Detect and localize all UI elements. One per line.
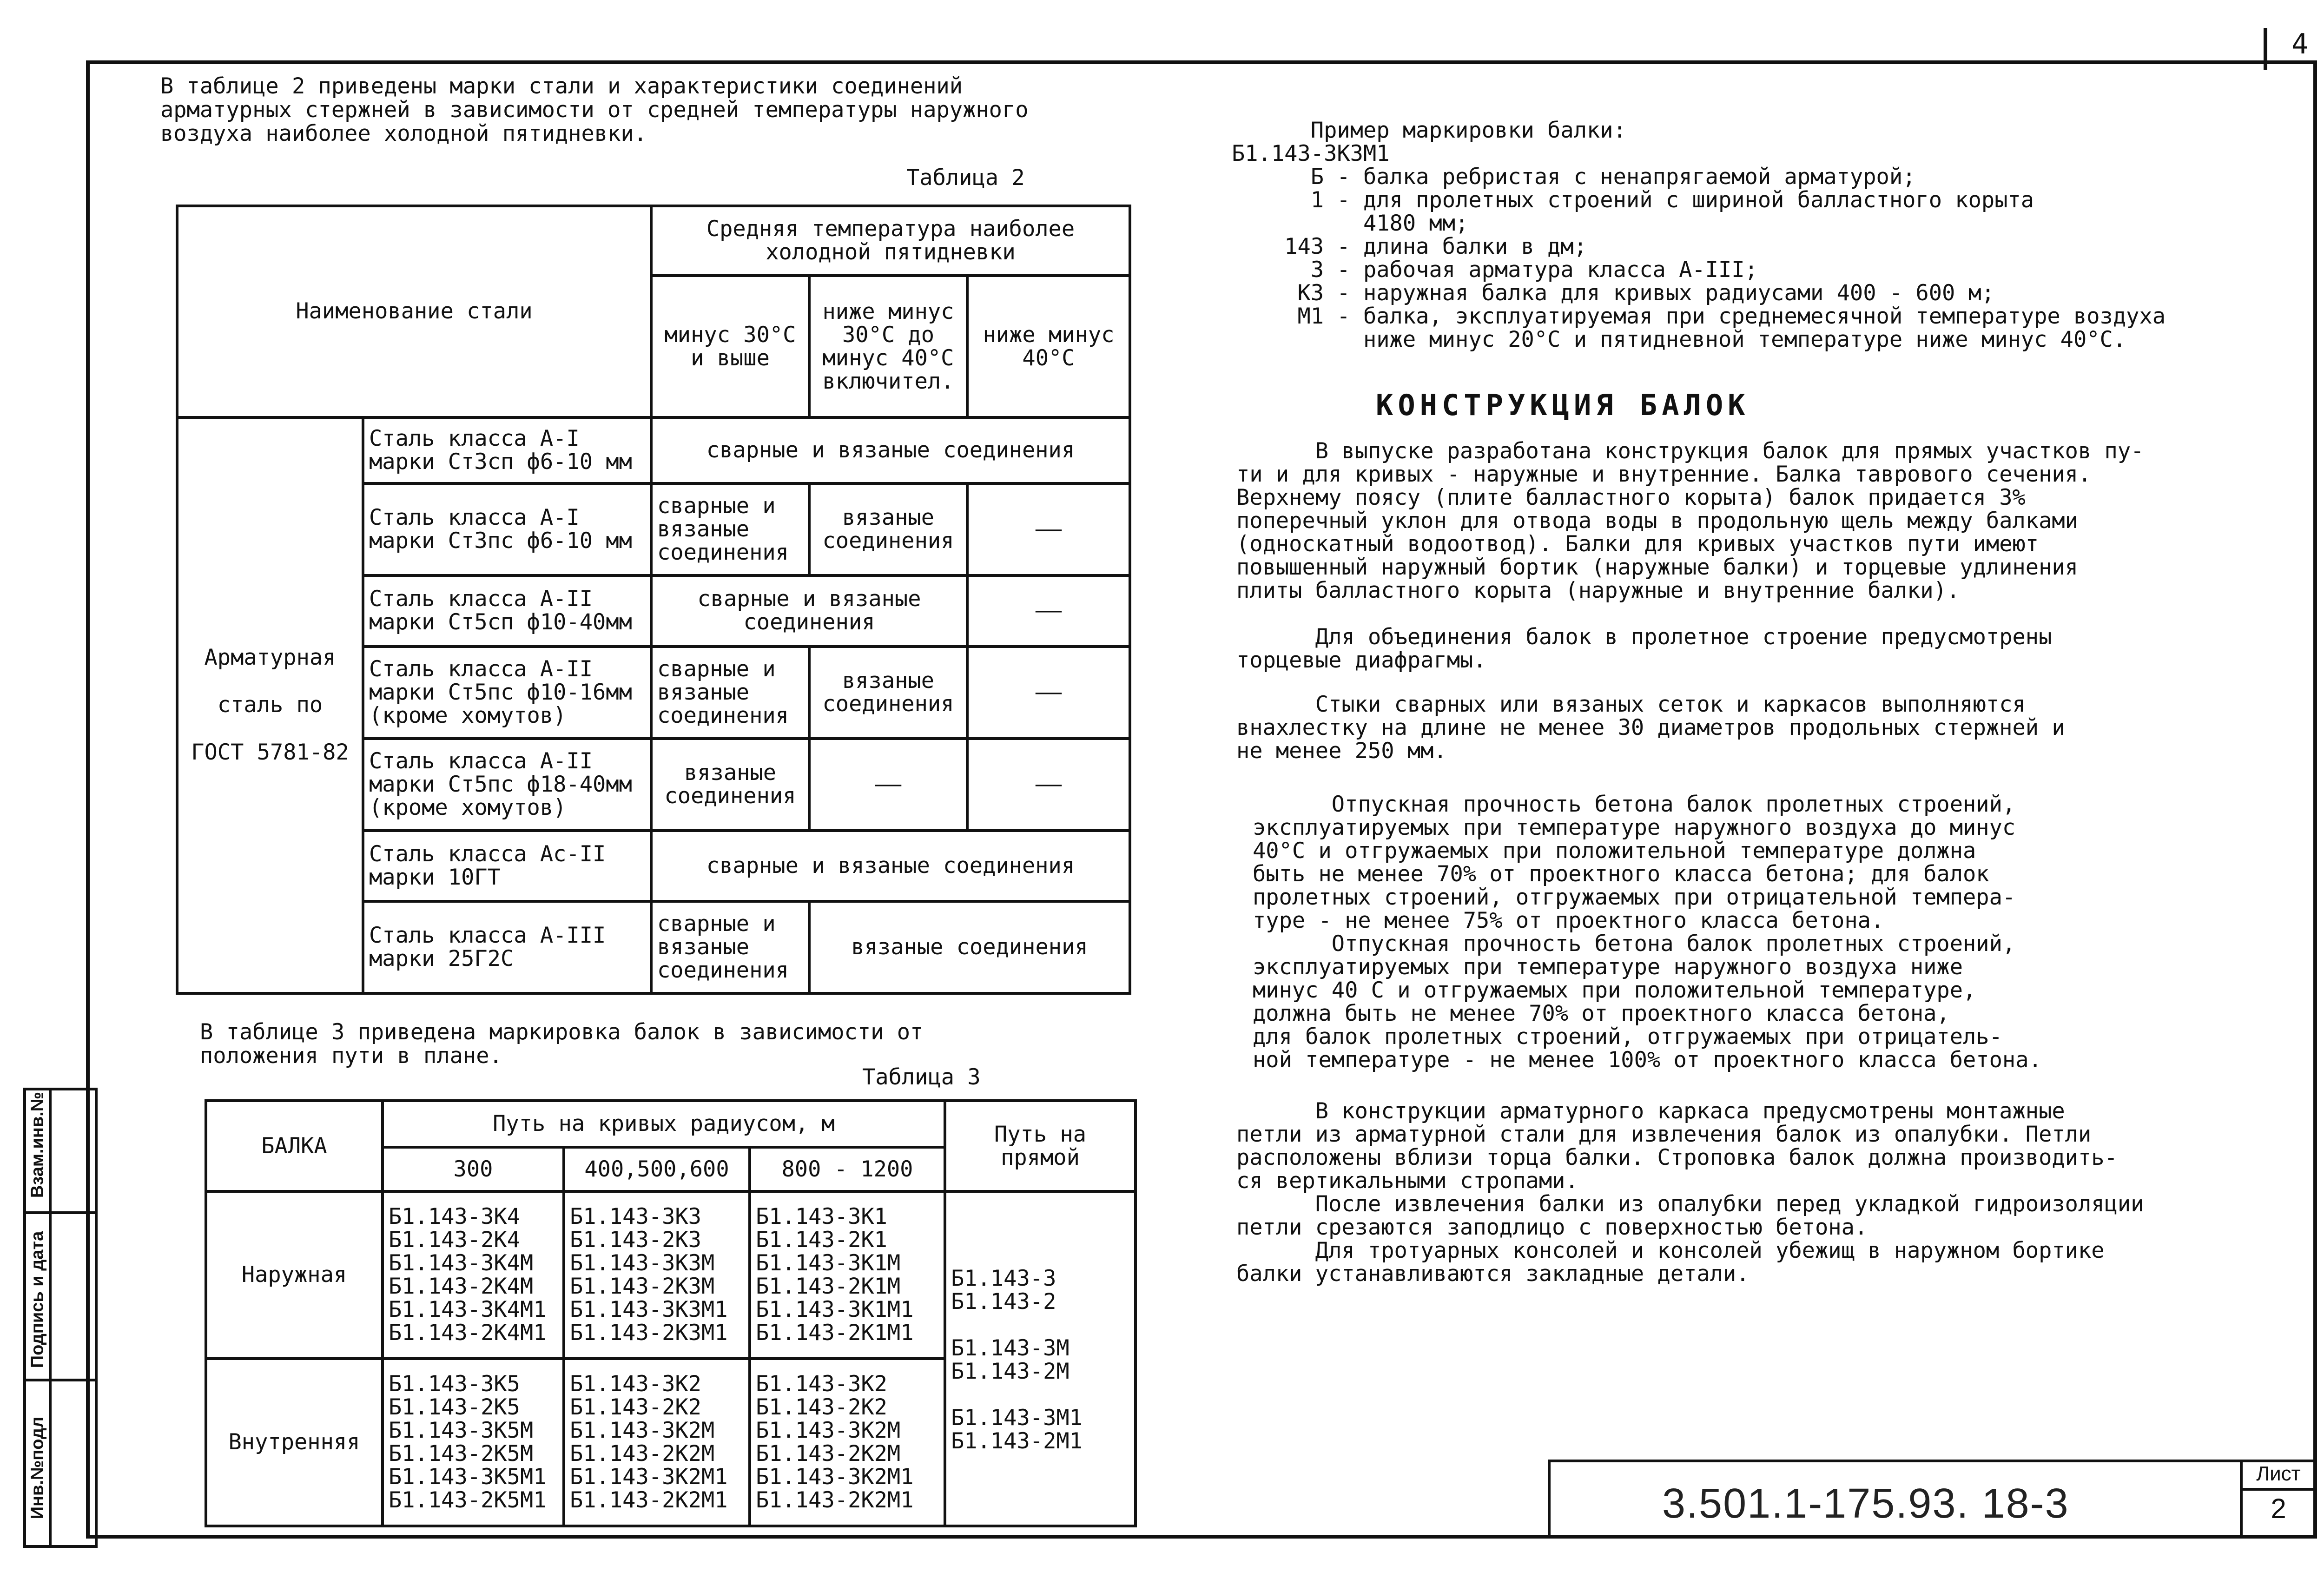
section-p1-line-1: В выпуске разработана конструкция балок для прямых участков пу-: [1236, 438, 2144, 464]
marking-line-6: 143 - длина балки в дм;: [1232, 234, 1587, 259]
side-strip-col-left: [26, 1090, 52, 1545]
mid-line-2: положения пути в плане.: [200, 1043, 502, 1069]
table2-row6-name: Сталь класса Ас-II марки 10ГТ: [363, 831, 651, 901]
frame-right-border: [2313, 60, 2317, 1539]
intro-line-1: В таблице 2 приведены марки стали и характеристики соединений: [160, 73, 963, 99]
sheet-box: [2240, 1462, 2314, 1536]
side-strip-divider-1: [26, 1211, 95, 1214]
section-p5-line-6: петли срезаются заподлицо с поверхностью бетона.: [1236, 1215, 1868, 1240]
marking-line-4: 1 - для пролетных строений с шириной балластного корыта: [1232, 187, 2034, 213]
table3-header-r1: 300: [383, 1147, 564, 1191]
table2-row7-c1: сварные и вязаные соединения: [651, 901, 809, 993]
corner-tick: [2264, 28, 2267, 70]
document-code: 3.501.1-175.93. 18-3: [1662, 1480, 2069, 1527]
table2-row5-c3: ——: [967, 739, 1130, 831]
corner-number: 4: [2291, 28, 2309, 60]
marking-line-10: ниже минус 20°С и пятидневной температуре ниже минус 40°С.: [1232, 327, 2126, 352]
section-heading: КОНСТРУКЦИЯ БАЛОК: [1376, 388, 1750, 422]
section-p3-line-3: не менее 250 мм.: [1236, 738, 1447, 764]
table3-straight: Б1.143-3 Б1.143-2 Б1.143-3М Б1.143-2М Б1.143-3М1 Б1.143-2М1: [945, 1191, 1136, 1526]
section-p4-line-6: туре - не менее 75% от проектного класса бетона.: [1253, 908, 1884, 933]
table2-row5-name: Сталь класса А-II марки Ст5пс ф18-40мм (кроме хомутов): [363, 739, 651, 831]
table3-header-r2: 400,500,600: [564, 1147, 750, 1191]
marking-line-9: М1 - балка, эксплуатируемая при среднемесячной температуре воздуха: [1232, 304, 2166, 329]
table2-row4-c2: вязаные соединения: [809, 647, 967, 739]
table2-row2-c3: ——: [967, 483, 1130, 575]
section-p1-line-4: поперечный уклон для отвода воды в продольную щель между балками: [1236, 508, 2078, 534]
section-p4-line-1: Отпускная прочность бетона балок пролетных строений,: [1253, 792, 2016, 817]
marking-line-2: Б1.143-3К3М1: [1232, 141, 1390, 166]
section-p5-line-5: После извлечения балки из опалубки перед укладкой гидроизоляции: [1236, 1191, 2144, 1217]
table3-outer-label: Наружная: [206, 1191, 383, 1359]
table2-row6-span: сварные и вязаные соединения: [651, 831, 1130, 901]
sheet-label: Лист: [2243, 1462, 2314, 1491]
table3-inner-r3: Б1.143-3К2 Б1.143-2К2 Б1.143-3К2М Б1.143-2К2М Б1.143-3К2М1 Б1.143-2К2М1: [750, 1359, 945, 1526]
table2-row5-c1: вязаные соединения: [651, 739, 809, 831]
table3-header-straight: Путь на прямой: [945, 1101, 1136, 1191]
section-p4-line-7: Отпускная прочность бетона балок пролетных строений,: [1253, 931, 2016, 957]
section-p5-line-7: Для тротуарных консолей и консолей убежищ в наружном бортике: [1236, 1238, 2105, 1263]
marking-line-1: Пример маркировки балки:: [1232, 118, 1626, 143]
table3-outer-r3: Б1.143-3К1 Б1.143-2К1 Б1.143-3К1М Б1.143-2К1М Б1.143-3К1М1 Б1.143-2К1М1: [750, 1191, 945, 1359]
table2-row3-name: Сталь класса А-II марки Ст5сп ф10-40мм: [363, 575, 651, 646]
marking-line-5: 4180 мм;: [1232, 211, 1469, 236]
section-p2-line-2: торцевые диафрагмы.: [1236, 647, 1486, 673]
table2-row7-span23: вязаные соединения: [809, 901, 1130, 993]
side-strip-divider-2: [26, 1379, 95, 1381]
section-p3-line-1: Стыки сварных или вязаных сеток и каркасов выполняются: [1236, 692, 2026, 717]
section-p5-line-2: петли из арматурной стали для извлечения балок из опалубки. Петли: [1236, 1122, 2092, 1147]
section-p1-line-5: (односкатный водоотвод). Балки для кривых участков пути имеют: [1236, 531, 2039, 557]
sheet-number: 2: [2271, 1493, 2286, 1524]
intro-line-3: воздуха наиболее холодной пятидневки.: [160, 121, 647, 146]
table2-header-avg-temp: Средняя температура наиболее холодной пятидневки: [651, 206, 1130, 276]
table2-row1-span: сварные и вязаные соединения: [651, 417, 1130, 483]
table2-header-col2: ниже минус 30°С до минус 40°С включител.: [809, 276, 967, 417]
table3-header-r3: 800 - 1200: [750, 1147, 945, 1191]
frame-top-border: [86, 60, 2317, 64]
section-p2-line-1: Для объединения балок в пролетное строение предусмотрены: [1236, 624, 2052, 650]
section-p1-line-6: повышенный наружный бортик (наружные балки) и торцевые удлинения: [1236, 555, 2078, 580]
section-p5-line-1: В конструкции арматурного каркаса предусмотрены монтажные: [1236, 1098, 2065, 1124]
table2-row7-name: Сталь класса А-III марки 25Г2С: [363, 901, 651, 993]
table2-group-label: Арматурная сталь по ГОСТ 5781-82: [177, 417, 363, 993]
table3-inner-r2: Б1.143-3К2 Б1.143-2К2 Б1.143-3К2М Б1.143-2К2М Б1.143-3К2М1 Б1.143-2К2М1: [564, 1359, 750, 1526]
section-p5-line-4: ся вертикальными стропами.: [1236, 1168, 1578, 1194]
marking-line-3: Б - балка ребристая с ненапрягаемой арматурой;: [1232, 164, 1916, 190]
table3-header-curve: Путь на кривых радиусом, м: [383, 1101, 945, 1147]
side-title-strip: [23, 1088, 98, 1548]
table3-caption: Таблица 3: [862, 1064, 981, 1090]
section-p4-line-4: быть не менее 70% от проектного класса бетона; для балок: [1253, 861, 1989, 887]
table2-row2-c1: сварные и вязаные соединения: [651, 483, 809, 575]
section-p4-line-9: минус 40 С и отгружаемых при положительной температуре,: [1253, 978, 1976, 1003]
title-block-stamp: [1548, 1460, 2317, 1539]
table2-row3-span2: сварные и вязаные соединения: [651, 575, 967, 646]
table-3: [205, 1099, 1137, 1527]
section-p4-line-11: для балок пролетных строений, отгружаемых при отрицатель-: [1253, 1024, 2002, 1050]
section-p4-line-2: эксплуатируемых при температуре наружного воздуха до минус: [1253, 815, 2016, 840]
section-p5-line-8: балки устанавливаются закладные детали.: [1236, 1261, 1750, 1287]
section-p4-line-3: 40°С и отгружаемых при положительной температуре должна: [1253, 838, 1976, 864]
side-label-vzam-inv: Взам.инв.№: [27, 1092, 47, 1198]
table2-row4-name: Сталь класса А-II марки Ст5пс ф10-16мм (кроме хомутов): [363, 647, 651, 739]
intro-line-2: арматурных стержней в зависимости от средней температуры наружного: [160, 97, 1029, 123]
table3-header-beam: БАЛКА: [206, 1101, 383, 1191]
table2-header-col1: минус 30°С и выше: [651, 276, 809, 417]
table3-outer-r2: Б1.143-3К3 Б1.143-2К3 Б1.143-3К3М Б1.143-2К3М Б1.143-3К3М1 Б1.143-2К3М1: [564, 1191, 750, 1359]
side-label-signature-date: Подпись и дата: [27, 1231, 47, 1368]
section-p4-line-10: должна быть не менее 70% от проектного класса бетона,: [1253, 1001, 1950, 1026]
table3-outer-r1: Б1.143-3К4 Б1.143-2К4 Б1.143-3К4М Б1.143-2К4М Б1.143-3К4М1 Б1.143-2К4М1: [383, 1191, 564, 1359]
table2-row2-name: Сталь класса А-I марки Ст3пс ф6-10 мм: [363, 483, 651, 575]
section-p1-line-2: ти и для кривых - наружные и внутренние. Балка таврового сечения.: [1236, 462, 2092, 487]
section-p5-line-3: расположены вблизи торца балки. Строповка балок должна производить-: [1236, 1145, 2118, 1170]
table2-row4-c3: ——: [967, 647, 1130, 739]
table2-header-col3: ниже минус 40°С: [967, 276, 1130, 417]
table2-caption: Таблица 2: [906, 165, 1025, 191]
section-p4-line-12: ной температуре - не менее 100% от проектного класса бетона.: [1253, 1047, 2042, 1073]
table3-inner-r1: Б1.143-3К5 Б1.143-2К5 Б1.143-3К5М Б1.143-2К5М Б1.143-3К5М1 Б1.143-2К5М1: [383, 1359, 564, 1526]
table-2: [176, 205, 1131, 995]
table2-header-steel-name: Наименование стали: [177, 206, 651, 417]
side-label-inv-podl: Инв.№подл: [27, 1416, 47, 1519]
table2-row2-c2: вязаные соединения: [809, 483, 967, 575]
marking-line-8: К3 - наружная балка для кривых радиусами 400 - 600 м;: [1232, 280, 1995, 306]
table3-inner-label: Внутренняя: [206, 1359, 383, 1526]
table2-row3-c3: ——: [967, 575, 1130, 646]
table2-row4-c1: сварные и вязаные соединения: [651, 647, 809, 739]
mid-line-1: В таблице 3 приведена маркировка балок в зависимости от: [200, 1019, 924, 1045]
table2-row1-name: Сталь класса А-I марки Ст3сп ф6-10 мм: [363, 417, 651, 483]
table2-row5-c2: ——: [809, 739, 967, 831]
section-p3-line-2: внахлестку на длине не менее 30 диаметров продольных стержней и: [1236, 715, 2065, 740]
section-p4-line-8: эксплуатируемых при температуре наружного воздуха ниже: [1253, 954, 1963, 980]
section-p4-line-5: пролетных строений, отгружаемых при отрицательной темпера-: [1253, 885, 2016, 910]
section-p1-line-3: Верхнему поясу (плите балластного корыта) балок придается 3%: [1236, 485, 2026, 510]
section-p1-line-7: плиты балластного корыта (наружные и внутренние балки).: [1236, 578, 1960, 603]
marking-line-7: 3 - рабочая арматура класса А-III;: [1232, 257, 1758, 283]
